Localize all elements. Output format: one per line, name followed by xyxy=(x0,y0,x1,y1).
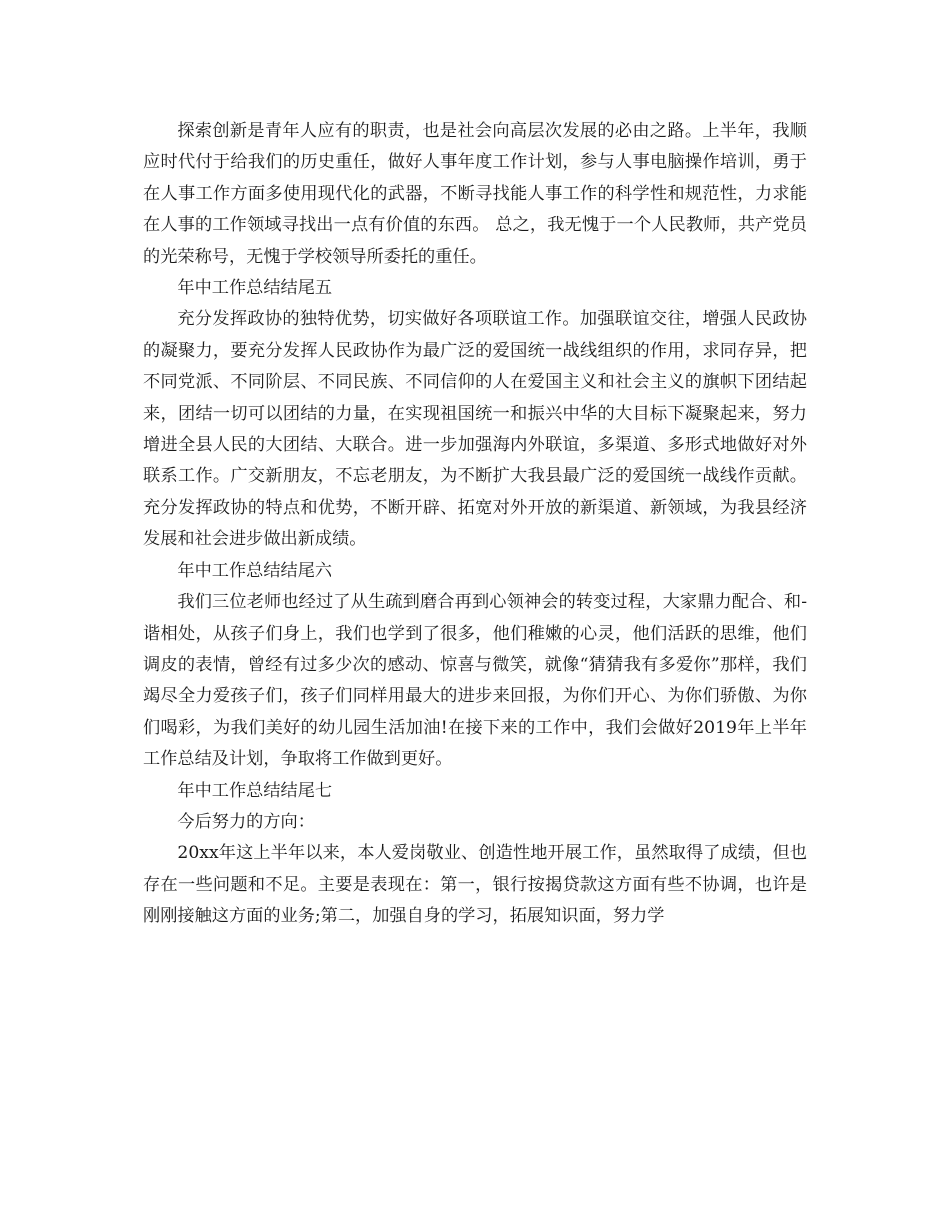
section-heading-five: 年中工作总结结尾五 xyxy=(177,278,333,299)
subheading-future-direction: 今后努力的方向： xyxy=(177,811,315,832)
section-heading-six: 年中工作总结结尾六 xyxy=(177,560,333,581)
paragraph-innovation: 探索创新是青年人应有的职责，也是社会向高层次发展的必由之路。上半年，我顺应时代付于给我们的历史重任，做好人事年度工作计划，参与人事电脑操作培训，勇于在人事工作方面多使用现代化的武器，不断寻找能人事工作的科学性和规范性，力求能在人事的工作领域寻找出一点有价值的东西。 总之，我无愧于一个人民教师，共产党员的光荣称号，无愧于学校领导所委托的重任。 xyxy=(143,121,807,267)
document-body xyxy=(143,116,807,933)
paragraph-cppcc: 充分发挥政协的独特优势，切实做好各项联谊工作。加强联谊交往，增强人民政协的凝聚力，要充分发挥人民政协作为最广泛的爱国统一战线组织的作用，求同存异，把不同党派、不同阶层、不同民族、不同信仰的人在爱国主义和社会主义的旗帜下团结起来，团结一切可以团结的力量，在实现祖国统一和振兴中华的大目标下凝聚起来，努力增进全县人民的大团结、大联合。进一步加强海内外联谊，多渠道、多形式地做好对外联系工作。广交新朋友，不忘老朋友，为不断扩大我县最广泛的爱国统一战线作贡献。充分发挥政协的特点和优势，不断开辟、拓宽对外开放的新渠道、新领域，为我县经济发展和社会进步做出新成绩。 xyxy=(143,309,807,550)
paragraph-half-year: 20xx年这上半年以来，本人爱岗敬业、创造性地开展工作，虽然取得了成绩，但也存在一些问题和不足。主要是表现在：第一，银行按揭贷款这方面有些不协调，也许是刚刚接触这方面的业务;第二，加强自身的学习，拓展知识面，努力学 xyxy=(143,843,807,927)
section-heading-seven: 年中工作总结结尾七 xyxy=(177,780,333,801)
paragraph-teachers: 我们三位老师也经过了从生疏到磨合再到心领神会的转变过程，大家鼎力配合、和-谐相处，从孩子们身上，我们也学到了很多，他们稚嫩的心灵，他们活跃的思维，他们调皮的表情，曾经有过多少次的感动、惊喜与微笑，就像“猜猜我有多爱你”那样，我们竭尽全力爱孩子们，孩子们同样用最大的进步来回报，为你们开心、为你们骄傲、为你们喝彩，为我们美好的幼儿园生活加油!在接下来的工作中，我们会做好2019年上半年工作总结及计划，争取将工作做到更好。 xyxy=(143,592,807,770)
